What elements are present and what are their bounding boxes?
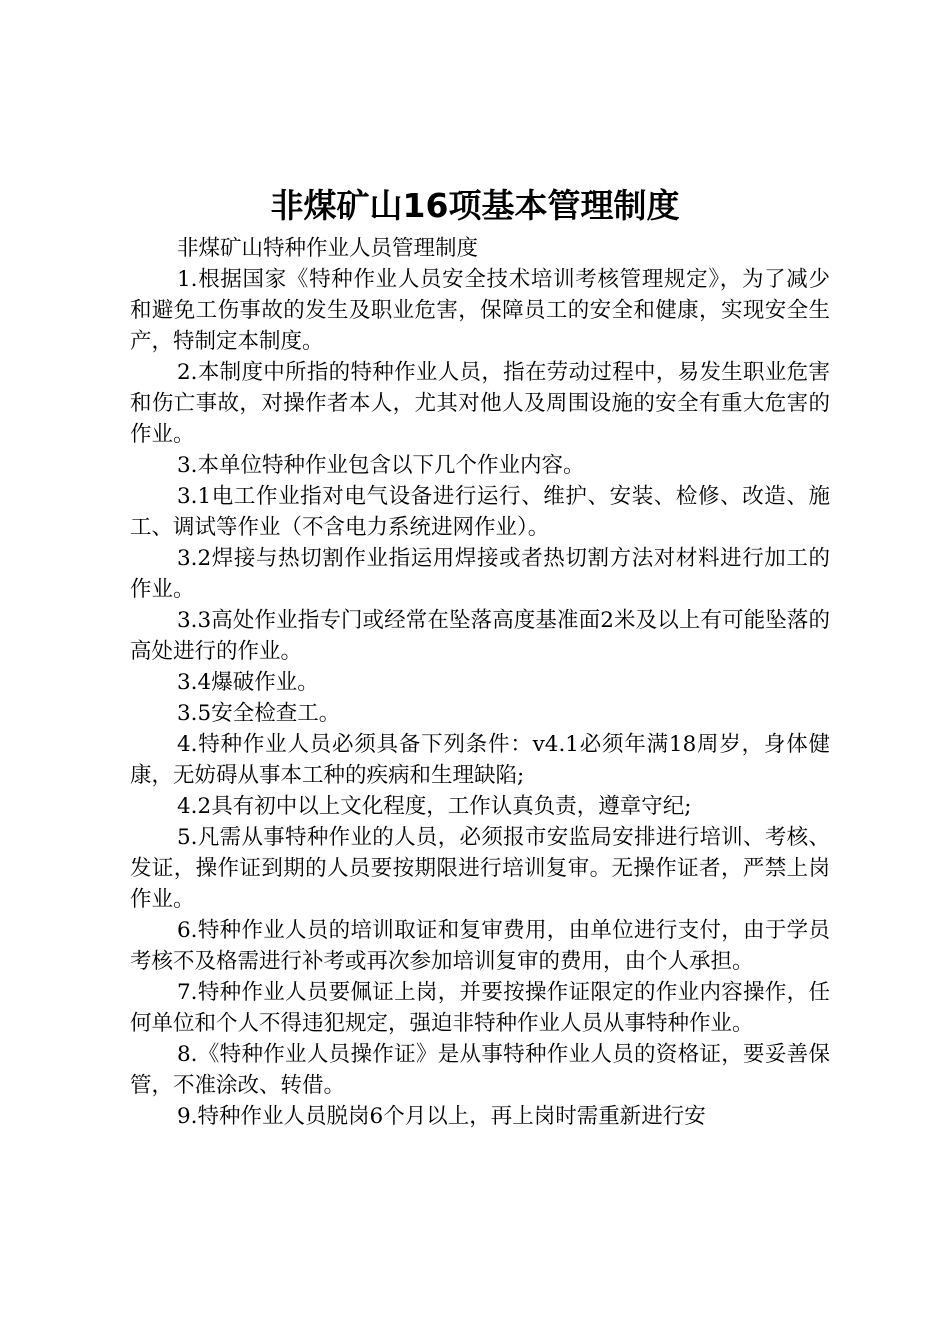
paragraph: 1.根据国家《特种作业人员安全技术培训考核管理规定》，为了减少和避免工伤事故的发生及职业危害，保障员工的安全和健康，实现安全生产，特制定本制度。: [130, 267, 830, 354]
paragraph: 7.特种作业人员要佩证上岗，并要按操作证限定的作业内容操作，任何单位和个人不得违犯规定，强迫非特种作业人员从事特种作业。: [130, 980, 830, 1036]
paragraph: 9.特种作业人员脱岗6个月以上，再上岗时需重新进行安: [177, 1104, 706, 1129]
paragraph: 4.特种作业人员必须具备下列条件：v4.1必须年满18周岁，身体健康，无妨碍从事本工种的疾病和生理缺陷;: [130, 732, 830, 788]
paragraph: 6.特种作业人员的培训取证和复审费用，由单位进行支付，由于学员考核不及格需进行补考或再次参加培训复审的费用，由个人承担。: [130, 918, 830, 974]
paragraph: 3.本单位特种作业包含以下几个作业内容。: [177, 453, 585, 478]
paragraph: 3.2焊接与热切割作业指运用焊接或者热切割方法对材料进行加工的作业。: [130, 546, 830, 602]
paragraph: 3.4爆破作业。: [177, 670, 319, 695]
paragraph: 3.5安全检查工。: [177, 701, 341, 726]
paragraph: 3.1电工作业指对电气设备进行运行、维护、安装、检修、改造、施工、调试等作业（不含电力系统进网作业）。: [130, 484, 830, 540]
paragraph: 3.3高处作业指专门或经常在坠落高度基准面2米及以上有可能坠落的高处进行的作业。: [130, 608, 830, 664]
document-body: [130, 233, 830, 1132]
section-heading: 非煤矿山特种作业人员管理制度: [177, 236, 479, 261]
paragraph: 8.《特种作业人员操作证》是从事特种作业人员的资格证，要妥善保管，不准涂改、转借。: [130, 1042, 830, 1098]
paragraph: 2.本制度中所指的特种作业人员，指在劳动过程中，易发生职业危害和伤亡事故，对操作者本人，尤其对他人及周围设施的安全有重大危害的作业。: [130, 360, 830, 447]
paragraph: 5.凡需从事特种作业的人员，必须报市安监局安排进行培训、考核、发证，操作证到期的人员要按期限进行培训复审。无操作证者，严禁上岗作业。: [130, 825, 830, 912]
paragraph: 4.2具有初中以上文化程度，工作认真负责，遵章守纪;: [177, 794, 692, 819]
document-title: 非煤矿山16项基本管理制度: [270, 186, 680, 225]
